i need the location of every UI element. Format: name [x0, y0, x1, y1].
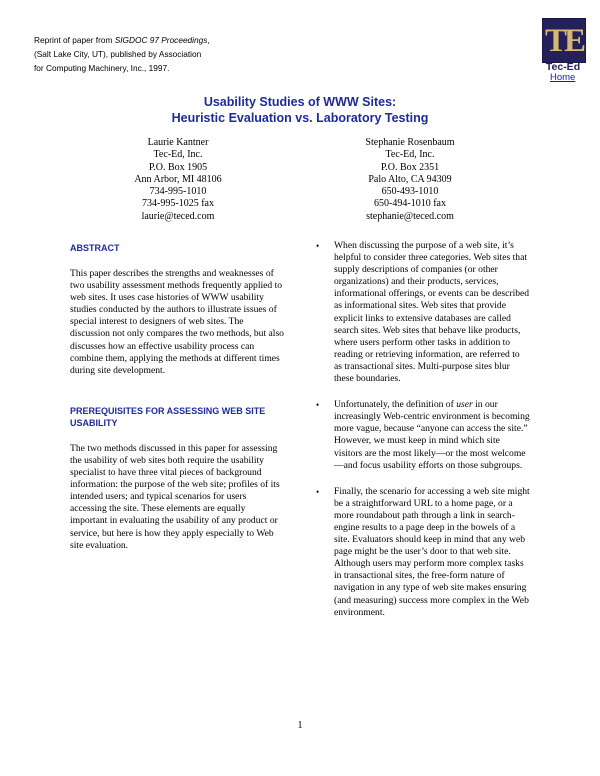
page-number: 1 [297, 720, 303, 731]
bullet-icon: • [316, 400, 320, 411]
prerequisites-text: The two methods discussed in this paper for assessing the usability of web sites both require the usability specialist to have three vital pieces of background information: the purpose of the web site; profiles of its intended users; and typical scenarios for users accessing the site. These elements are equally important in evaluating the usability of any product or service, but here is how they apply especially to Web site evaluation. [70, 442, 280, 551]
tec-ed-logo[interactable] [542, 18, 586, 63]
right-column [316, 240, 530, 633]
abstract-heading: ABSTRACT [70, 243, 120, 253]
author-block-kantner [78, 137, 278, 223]
reprint-line-1: Reprint of paper from SIGDOC 97 Proceedings, [34, 35, 210, 45]
author-org: Tec-Ed, Inc. [153, 149, 203, 161]
reprint-line-2: (Salt Lake City, UT), published by Association [34, 49, 202, 59]
title-line-2: Heuristic Evaluation vs. Laboratory Testing [171, 110, 429, 125]
prerequisites-heading: PREREQUISITES FOR ASSESSING WEB SITE USABILITY [70, 405, 266, 428]
title-line-1: Usability Studies of WWW Sites: [203, 95, 397, 109]
paper-title [0, 95, 600, 126]
author-email: laurie@teced.com [141, 210, 215, 222]
reprint-line-3: for Computing Machinery, Inc., 1997. [34, 63, 170, 73]
author-org: Tec-Ed, Inc. [385, 149, 435, 161]
author-phone: 650-493-1010 [381, 186, 439, 198]
bullet-icon: • [316, 486, 320, 497]
author-name: Laurie Kantner [147, 137, 209, 148]
bullet-icon: • [316, 241, 320, 251]
author-block-rosenbaum [310, 137, 510, 223]
home-link[interactable]: Home [550, 72, 576, 83]
bullet-purpose [316, 240, 530, 385]
reprint-notice [34, 33, 294, 75]
bullet-users [316, 399, 530, 472]
proceedings-name: SIGDOC 97 Proceedings [114, 35, 208, 45]
author-fax: 734-995-1025 fax [142, 198, 214, 210]
bullet-scenario [316, 486, 530, 619]
logo-letters: TE [544, 23, 584, 59]
logo-brand-name: Tec-Ed [545, 61, 581, 73]
author-phone: 734-995-1010 [149, 186, 207, 198]
author-city: Palo Alto, CA 94309 [368, 173, 452, 185]
left-column [70, 240, 284, 552]
bullet-text: Finally, the scenario for accessing a web site might be a straightforward URL to a home page, or a more roundabout path through a link in search-engine results to a page deep in the bowels of a site. Evaluators should keep in mind that any web page might be the user’s door to that web site. Although users may perform more complex tasks in transactional sites, the free-form nature of navigation in any type of web site makes ensuring (and measuring) success more complex in the Web environment. [334, 485, 530, 618]
author-name: Stephanie Rosenbaum [365, 137, 455, 148]
author-fax: 650-494-1010 fax [374, 198, 446, 210]
author-po-box: P.O. Box 2351 [380, 161, 440, 173]
emphasized-user: user [456, 399, 473, 411]
author-po-box: P.O. Box 1905 [148, 161, 208, 173]
author-email: stephanie@teced.com [366, 210, 454, 222]
abstract-text: This paper describes the strengths and weaknesses of two usability assessment methods frequently applied to web sites. It uses case histories of WWW usability studies conducted by the authors to illustrate issues of special interest to designers of web sites. The discussion not only compares the two methods, but also discusses how an effective usability process can combine them, applying the methods at different times during site development. [70, 268, 284, 376]
bullet-text: Unfortunately, the definition of user in our increasingly Web-centric environment is becoming more vague, because “anyone can access the site.” However, we must keep in mind which site visitors are the most likely—or the most welcome—and focus usability efforts on those subgroups. [334, 399, 530, 471]
author-city: Ann Arbor, MI 48106 [134, 173, 222, 185]
bullet-text: When discussing the purpose of a web site, it’s helpful to consider three categories. Web sites that supply descriptions of companies (or other organizations) and their products, services, informational offerings, or events can be described as informational sites. Web sites that provide explicit links to extensive databases are called search sites. Web sites that behave like products, where users perform other tasks in addition to reading or retrieving information, are referred to as transactional sites. Multi-purpose sites blur these boundaries. [334, 240, 530, 385]
